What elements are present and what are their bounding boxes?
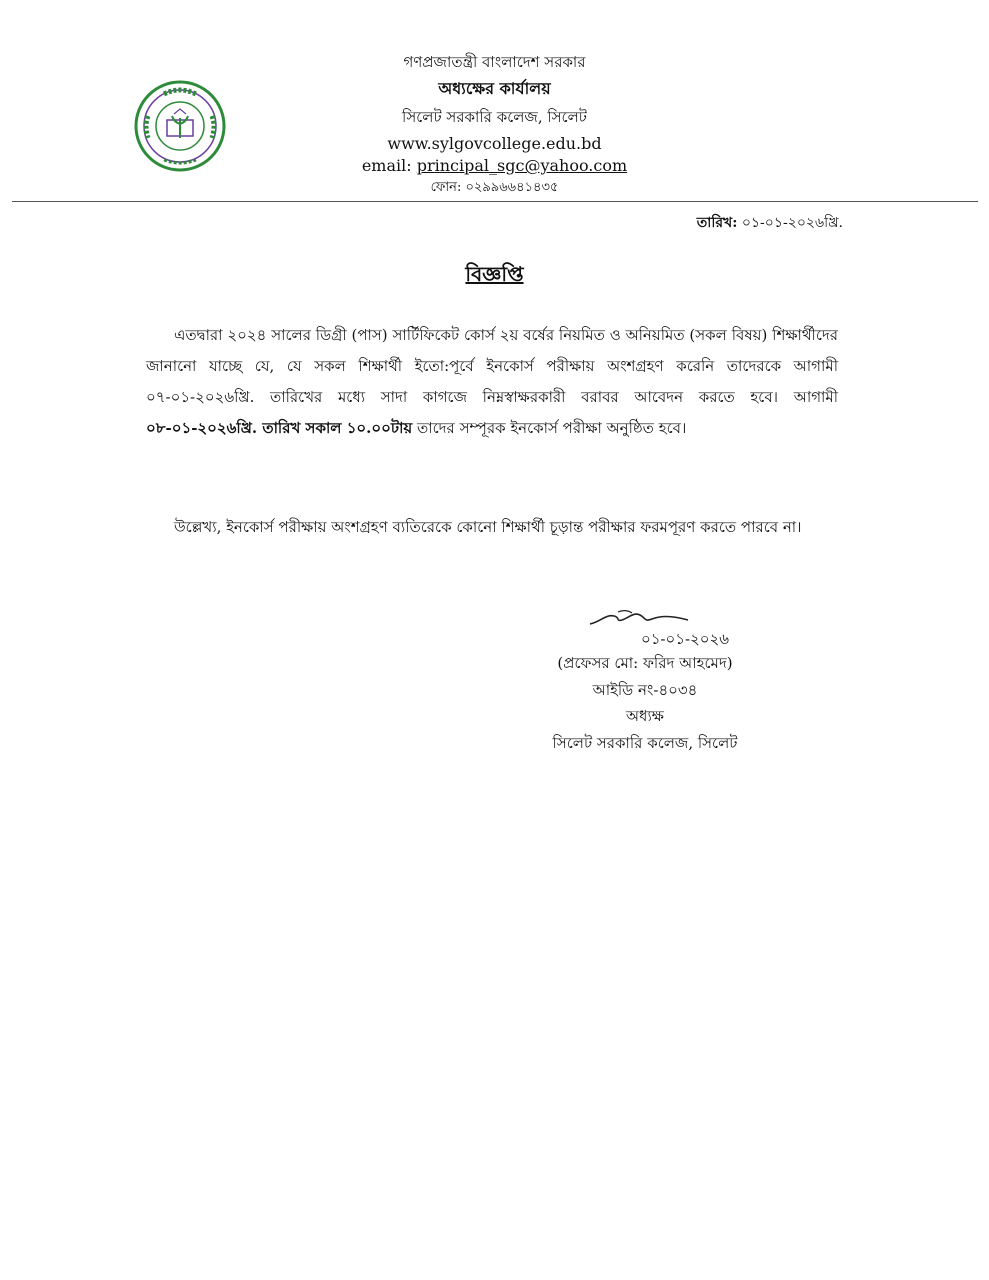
email-label: email: — [361, 156, 412, 175]
paragraph-1-text-b: তাদের সম্পূরক ইনকোর্স পরীক্ষা অনুষ্ঠিত হবে। — [412, 419, 687, 437]
signatory-name: (প্রফেসর মো: ফরিদ আহমেদ) — [557, 654, 733, 672]
college-name: সিলেট সরকারি কলেজ, সিলেট — [402, 108, 587, 126]
signature-date: ০১-০১-২০২৬ — [640, 630, 730, 648]
date-label: তারিখ: — [696, 215, 738, 231]
notice-date — [697, 211, 843, 235]
notice-paragraph-2: উল্লেখ্য, ইনকোর্স পরীক্ষায় অংশগ্রহণ ব্যতিরেকে কোনো শিক্ষার্থী চূড়ান্ত পরীক্ষার ফরমপূরণ করতে পারবে না। — [174, 518, 802, 536]
office-name: অধ্যক্ষের কার্যালয় — [438, 79, 551, 98]
signatory-college: সিলেট সরকারি কলেজ, সিলেট — [552, 734, 738, 752]
exam-datetime: ০৮-০১-২০২৬খ্রি. তারিখ সকাল ১০.০০টায় — [146, 419, 413, 437]
notice-title: বিজ্ঞপ্তি — [465, 262, 524, 286]
date-value: ০১-০১-২০২৬খ্রি. — [741, 215, 843, 231]
email-link[interactable]: principal_sgc@yahoo.com — [416, 156, 628, 175]
notice-paragraph-1 — [146, 320, 838, 444]
signatory-id: আইডি নং-৪০৩৪ — [592, 681, 698, 699]
phone-text: ফোন: ০২৯৯৬৬৪১৪৩৫ — [430, 180, 559, 195]
government-name: গণপ্রজাতন্ত্রী বাংলাদেশ সরকার — [403, 53, 586, 71]
header-divider — [12, 201, 978, 202]
website-text: www.sylgovcollege.edu.bd — [387, 134, 602, 153]
signatory-designation: অধ্যক্ষ — [626, 707, 664, 725]
email-line — [0, 156, 989, 176]
paragraph-1-text-a: এতদ্বারা ২০২৪ সালের ডিগ্রী (পাস) সার্টিফিকেট কোর্স ২য় বর্ষের নিয়মিত ও অনিয়মিত (সকল বিষয়) শিক্ষার্থীদের জানানো যাচ্ছে যে, যে সকল শিক্ষার্থী ইতো:পূর্বে ইনকোর্স পরীক্ষায় অংশগ্রহণ করেনি তাদেরকে আগামী ০৭-০১-২০২৬খ্রি. তারিখের মধ্যে সাদা কাগজে নিম্নস্বাক্ষরকারী বরাবর আবেদন করতে হবে। আগামী — [146, 326, 838, 406]
